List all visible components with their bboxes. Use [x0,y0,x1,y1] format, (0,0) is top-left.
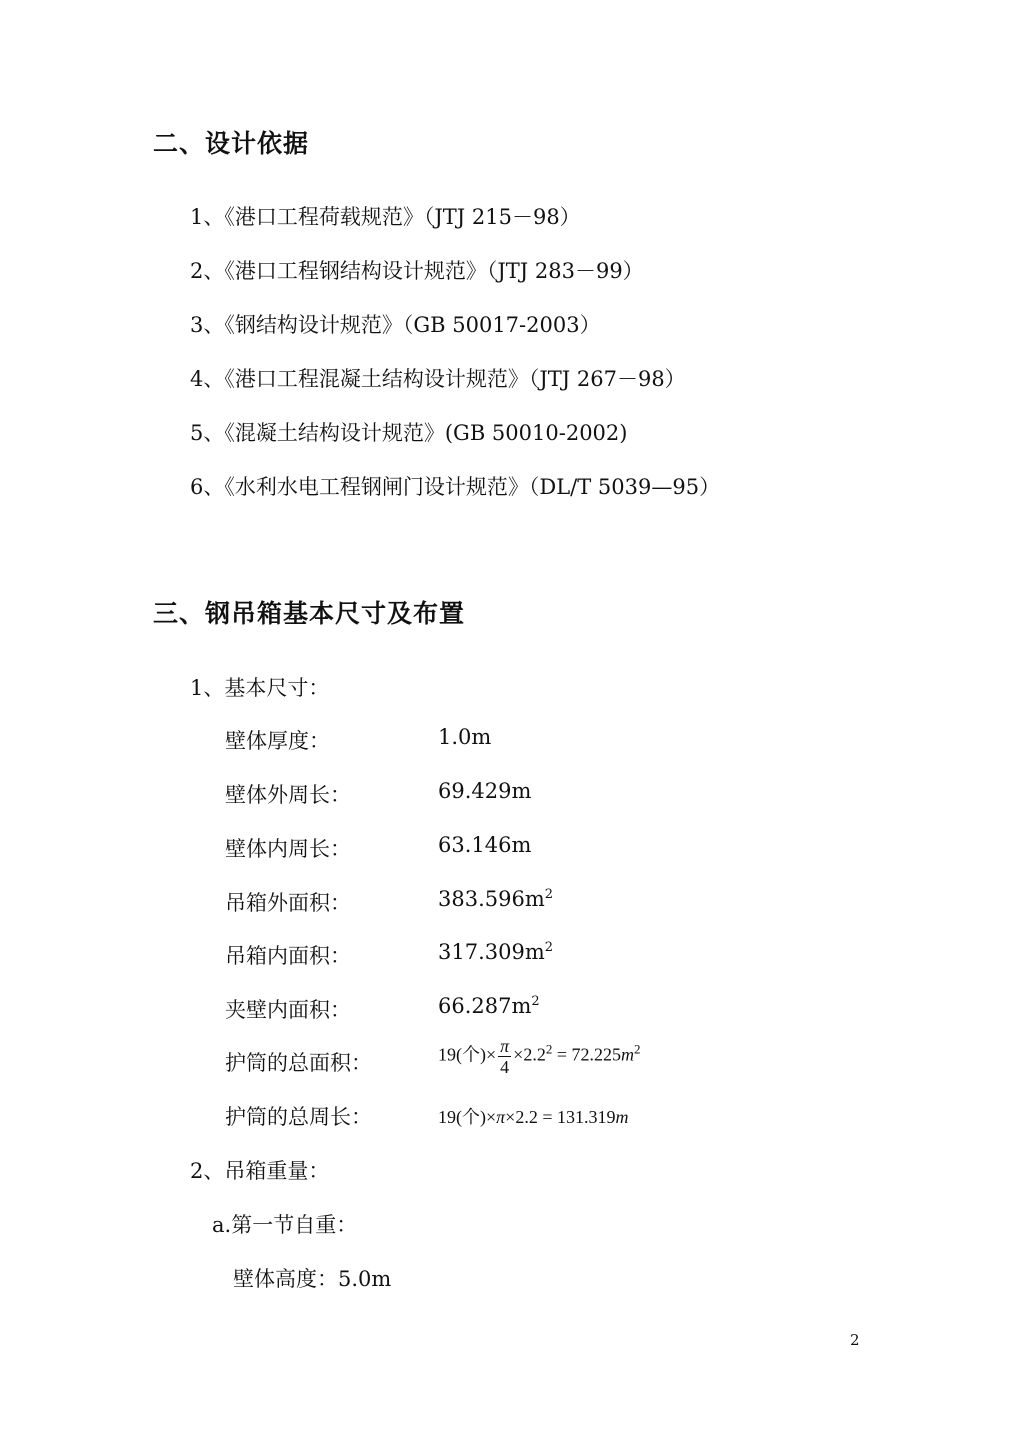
reference-item: 5、《混凝土结构设计规范》(GB 50010-2002) [190,421,628,445]
section-2-heading: 二、设计依据 [153,129,310,158]
dimension-value: 69.429m [438,779,532,803]
dimension-value: 1.0m [438,725,492,749]
fraction-pi-over-4: $\frac{\pi}{4}$ [500,1036,510,1077]
reference-item: 6、《水利水电工程钢闸门设计规范》（DL/T 5039—95） [190,475,721,499]
dimension-value: $383.596m^2$ [438,887,554,911]
dimension-label: 壁体外周长： [225,783,351,807]
subheading-first-section-weight: a.第一节自重： [212,1213,358,1237]
dimension-value: 63.146m [438,833,532,857]
page-number: 2 [850,1331,860,1349]
dimension-label: 壁体内周长： [225,837,351,861]
formula-area-label: 护筒的总面积： [225,1051,372,1075]
dimension-label: 吊箱外面积： [225,891,351,915]
reference-item: 1、《港口工程荷载规范》（JTJ 215－98） [190,205,581,229]
dimension-label: 吊箱内面积： [225,944,351,968]
formula-perimeter: 19(个)×π×2.2 = 131.319m [438,1107,629,1127]
section-3-heading: 三、钢吊箱基本尺寸及布置 [153,599,466,628]
reference-item: 2、《港口工程钢结构设计规范》（JTJ 283－99） [190,259,644,283]
dimension-label: 壁体厚度： [225,729,330,753]
reference-item: 3、《钢结构设计规范》（GB 50017-2003） [190,313,601,337]
dimension-value: $66.287m^2$ [438,994,540,1018]
reference-item: 4、《港口工程混凝土结构设计规范》（JTJ 267－98） [190,367,686,391]
dimension-value: $317.309m^2$ [438,940,554,964]
dimension-label: 夹壁内面积： [225,998,351,1022]
formula-perimeter-label: 护筒的总周长： [225,1105,372,1129]
wall-height-line: 壁体高度：5.0m [233,1267,392,1291]
subheading-box-weight: 2、吊箱重量： [190,1159,330,1183]
formula-area: 19(个)× $\frac{\pi}{4}$ $\times 2.2^2 = 72.225m^2$ [438,1036,641,1077]
subheading-basic-dimensions: 1、基本尺寸： [190,676,330,700]
